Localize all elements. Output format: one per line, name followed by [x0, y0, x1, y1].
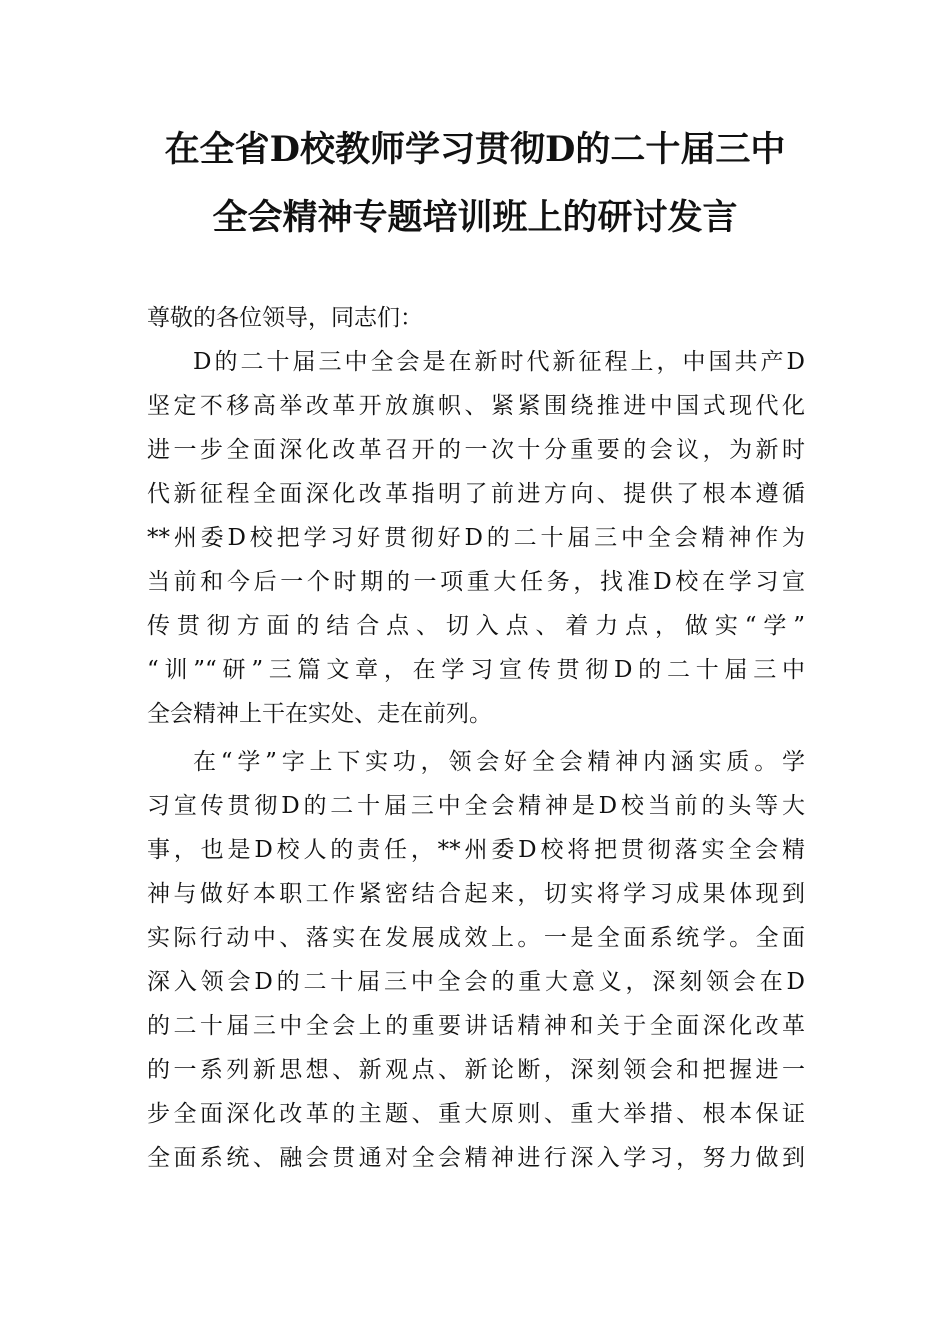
paragraph-line: 神与做好本职工作紧密结合起来，切实将学习成果体现到 — [147, 881, 805, 907]
paragraph-line: **州委D校把学习好贯彻好D的二十届三中全会精神作为 — [147, 525, 805, 551]
document-title-line-1: 在全省D校教师学习贯彻D的二十届三中 — [164, 129, 786, 170]
salutation: 尊敬的各位领导，同志们： — [147, 305, 423, 331]
paragraph-line: 传贯彻方面的结合点、切入点、着力点，做实“学” — [147, 613, 805, 639]
paragraph-line: 全会精神上干在实处、走在前列。 — [147, 701, 492, 727]
document-title-line-2: 全会精神专题培训班上的研讨发言 — [212, 197, 738, 238]
paragraph-line: 实际行动中、落实在发展成效上。一是全面系统学。全面 — [147, 925, 805, 951]
paragraph-line: 深入领会D的二十届三中全会的重大意义，深刻领会在D — [147, 969, 805, 995]
paragraph — [147, 740, 805, 1180]
paragraph-line: 全面系统、融会贯通对全会精神进行深入学习，努力做到 — [147, 1145, 805, 1171]
paragraph-line: 的一系列新思想、新观点、新论断，深刻领会和把握进一 — [147, 1057, 805, 1083]
paragraph-line: 代新征程全面深化改革指明了前进方向、提供了根本遵循 — [147, 481, 805, 507]
paragraph-line: 当前和今后一个时期的一项重大任务，找准D校在学习宣 — [147, 569, 805, 595]
paragraph-line: 坚定不移高举改革开放旗帜、紧紧围绕推进中国式现代化 — [147, 393, 805, 419]
paragraph-line: 步全面深化改革的主题、重大原则、重大举措、根本保证 — [147, 1101, 805, 1127]
document-body — [147, 296, 805, 1180]
paragraph-line: 习宣传贯彻D的二十届三中全会精神是D校当前的头等大 — [147, 793, 805, 819]
paragraph-line: D的二十届三中全会是在新时代新征程上，中国共产D — [193, 349, 805, 375]
paragraph — [147, 340, 805, 736]
paragraphs — [147, 340, 805, 1180]
paragraph-line: 在“学”字上下实功，领会好全会精神内涵实质。学 — [193, 749, 805, 775]
paragraph-line: 的二十届三中全会上的重要讲话精神和关于全面深化改革 — [147, 1013, 805, 1039]
paragraph-line: 进一步全面深化改革召开的一次十分重要的会议，为新时 — [147, 437, 805, 463]
paragraph-line: 事，也是D校人的责任，**州委D校将把贯彻落实全会精 — [147, 837, 805, 863]
paragraph-line: “训”“研”三篇文章，在学习宣传贯彻D的二十届三中 — [147, 657, 805, 683]
